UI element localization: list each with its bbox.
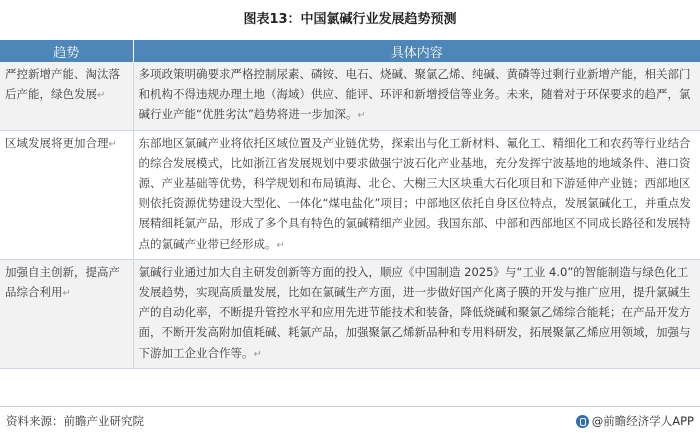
brand-credit [576, 413, 694, 429]
content-text: 东部地区氯碱产业将依托区域位置及产业链优势，探索出与化工新材料、氟化工、精细化工和农药等行业结合的综合发展模式，比如浙江省发展规划中要求做强宁波石化产业基地，充分发挥宁波基地的地域条件、港口资源、产业基础等优势，科学规划和布局镇海、北仑、大榭三大区块重大石化项目和下游延伸产业链；西部地区则依托资源优势建设大型化、一体化“煤电盐化”项目；中部地区依托自身区位特点，发展氯碱化工，并重点发展精细耗氯产品，形成了多个具有特色的氯碱精细产业园。我国东部、中部和西部地区不同成长路径和发展特点的氯碱产业带已经形成。 [138, 135, 691, 251]
content-text: 多项政策明确要求严格控制尿素、磷铵、电石、烧碱、聚氯乙烯、纯碱、黄磷等过剩行业新增产能，相关部门和机构不得违规办理土地（海域）供应、能评、环评和新增授信等业务。未来，随着对于环保要求的趋严，氯碱行业产能“优胜劣汰”趋势将进一步加深。 [138, 67, 691, 122]
table-row [0, 130, 700, 259]
content-cell [133, 130, 700, 259]
return-icon: ↵ [108, 138, 117, 150]
brand-logo-icon [576, 415, 589, 428]
table-row [0, 62, 700, 130]
footer [0, 406, 700, 433]
trend-text: 加强自主创新，提高产品综合利用 [5, 264, 120, 300]
table-header-row [0, 40, 700, 62]
figure-title: 图表13：中国氯碱行业发展趋势预测 [243, 12, 457, 27]
trend-cell [0, 130, 133, 259]
brand-text: @前瞻经济学人APP [591, 414, 694, 428]
trend-table [0, 40, 700, 369]
return-icon: ↵ [253, 348, 262, 360]
trend-cell [0, 259, 133, 368]
return-icon: ↵ [62, 288, 71, 300]
content-cell [133, 259, 700, 368]
trend-cell [0, 62, 133, 130]
return-icon: ↵ [276, 239, 285, 251]
source-note: 资料来源：前瞻产业研究院 [6, 414, 144, 428]
return-icon: ↵ [97, 90, 106, 102]
table-row [0, 259, 700, 368]
trend-text: 区域发展将更加合理 [5, 135, 109, 150]
content-text: 氯碱行业通过加大自主研发创新等方面的投入，顺应《中国制造 2025》与“工业 4.0”的智能制造与绿色化工发展趋势，实现高质量发展，比如在氯碱生产方面，进一步做好国产化离子膜的开发与推广应用，提升氯碱生产的自动化率，不断提升管控水平和应用先进节能技术和装备，降低烧碱和聚氯乙烯综合能耗；在产品开发方面，不断开发高附加值耗碱、耗氯产品，加强聚氯乙烯新品种和专用料研发，拓展聚氯乙烯应用领域，加强与下游加工企业合作等。 [138, 264, 691, 360]
trend-text: 严控新增产能、淘汰落后产能，绿色发展 [5, 67, 120, 102]
return-icon: ↵ [357, 110, 366, 122]
content-cell [133, 62, 700, 130]
header-trend: 趋势 [0, 40, 133, 62]
header-content: 具体内容 [133, 40, 700, 62]
